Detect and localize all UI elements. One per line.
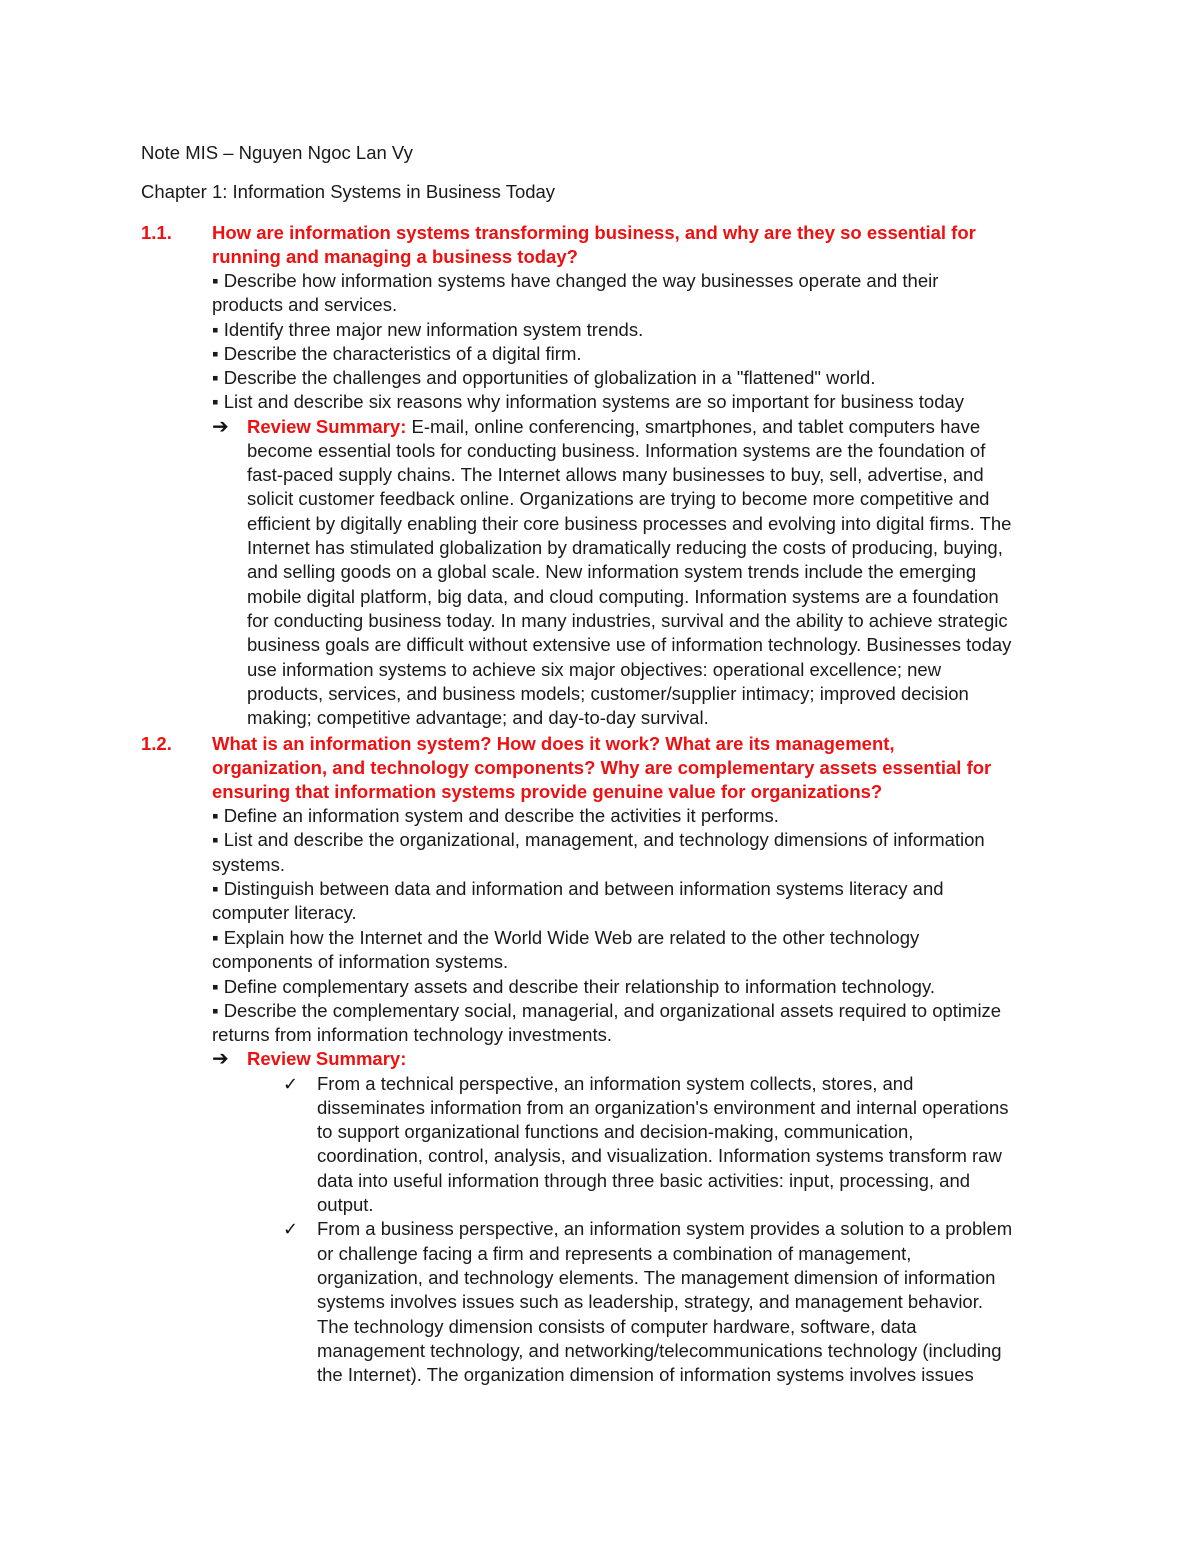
objective-line: ▪ List and describe six reasons why information systems are so important for business today: [212, 391, 965, 412]
review-summary-first-line: [247, 415, 980, 439]
section-question-line: running and managing a business today?: [212, 246, 578, 267]
review-line: use information systems to achieve six major objectives: operational excellence; new: [247, 659, 942, 680]
check-item-line: From a technical perspective, an information system collects, stores, and: [317, 1073, 914, 1094]
objective-line: products and services.: [212, 294, 398, 315]
objective-line: ▪ Describe the challenges and opportunities of globalization in a "flattened" world.: [212, 367, 876, 388]
chapter-title: Chapter 1: Information Systems in Business Today: [141, 181, 556, 202]
objective-line: returns from information technology investments.: [212, 1024, 612, 1045]
objective-line: ▪ Describe the characteristics of a digital firm.: [212, 343, 582, 364]
check-item-line: to support organizational functions and decision-making, communication,: [317, 1121, 914, 1142]
check-item-line: data into useful information through three basic activities: input, processing, and: [317, 1170, 971, 1191]
objective-line: components of information systems.: [212, 951, 509, 972]
objective-line: computer literacy.: [212, 902, 357, 923]
objective-line: ▪ Distinguish between data and information and between information systems literacy and: [212, 878, 944, 899]
check-item-line: From a business perspective, an information system provides a solution to a problem: [317, 1218, 1013, 1239]
section-question-line: ensuring that information systems provide genuine value for organizations?: [212, 781, 883, 802]
check-item-line: disseminates information from an organization's environment and internal operations: [317, 1097, 1009, 1118]
review-line: solicit customer feedback online. Organizations are trying to become more competitive and: [247, 488, 990, 509]
check-item-line: or challenge facing a firm and represents a combination of management,: [317, 1243, 912, 1264]
check-item-line: systems involves issues such as leadership, strategy, and management behavior.: [317, 1291, 983, 1312]
arrow-right-icon: ➔: [212, 416, 229, 438]
note-title: Note MIS – Nguyen Ngoc Lan Vy: [141, 142, 413, 163]
checkmark-icon: ✓: [283, 1074, 299, 1094]
review-line: efficient by digitally enabling their core business processes and evolving into digital firms. The: [247, 513, 1012, 534]
review-summary-label: Review Summary:: [247, 416, 407, 437]
objective-line: ▪ Define complementary assets and describe their relationship to information technology.: [212, 976, 935, 997]
review-line: products, services, and business models; customer/supplier intimacy; improved decision: [247, 683, 969, 704]
objective-line: ▪ Define an information system and describe the activities it performs.: [212, 805, 779, 826]
review-line: become essential tools for conducting business. Information systems are the foundation of: [247, 440, 986, 461]
review-line: making; competitive advantage; and day-to-day survival.: [247, 707, 709, 728]
review-summary-text: E-mail, online conferencing, smartphones, and tablet computers have: [406, 416, 981, 437]
section-number: 1.2.: [141, 733, 172, 754]
review-line: mobile digital platform, big data, and cloud computing. Information systems are a foundation: [247, 586, 999, 607]
review-summary-label: Review Summary:: [247, 1048, 407, 1069]
section-number: 1.1.: [141, 222, 172, 243]
objective-line: ▪ Describe how information systems have changed the way businesses operate and their: [212, 270, 939, 291]
review-line: and selling goods on a global scale. New information system trends include the emerging: [247, 561, 977, 582]
check-item-line: coordination, control, analysis, and visualization. Information systems transform raw: [317, 1145, 1002, 1166]
check-item-line: The technology dimension consists of computer hardware, software, data: [317, 1316, 917, 1337]
review-line: Internet has stimulated globalization by dramatically reducing the costs of producing, buying,: [247, 537, 1003, 558]
objective-line: ▪ List and describe the organizational, management, and technology dimensions of information: [212, 829, 985, 850]
section-question-line: organization, and technology components? Why are complementary assets essential for: [212, 757, 992, 778]
review-line: fast-paced supply chains. The Internet allows many businesses to buy, sell, advertise, and: [247, 464, 984, 485]
section-question-line: How are information systems transforming business, and why are they so essential for: [212, 222, 976, 243]
check-item-line: organization, and technology elements. The management dimension of information: [317, 1267, 996, 1288]
section-question-line: What is an information system? How does it work? What are its management,: [212, 733, 895, 754]
objective-line: systems.: [212, 854, 285, 875]
review-line: for conducting business today. In many industries, survival and the ability to achieve strategic: [247, 610, 1008, 631]
review-line: business goals are difficult without extensive use of information technology. Businesses today: [247, 634, 1012, 655]
objective-line: ▪ Identify three major new information system trends.: [212, 319, 644, 340]
objective-line: ▪ Describe the complementary social, managerial, and organizational assets required to optimize: [212, 1000, 1002, 1021]
objective-line: ▪ Explain how the Internet and the World Wide Web are related to the other technology: [212, 927, 920, 948]
arrow-right-icon: ➔: [212, 1048, 229, 1070]
check-item-line: the Internet). The organization dimension of information systems involves issues: [317, 1364, 974, 1385]
checkmark-icon: ✓: [283, 1219, 299, 1239]
check-item-line: output.: [317, 1194, 374, 1215]
check-item-line: management technology, and networking/telecommunications technology (including: [317, 1340, 1002, 1361]
